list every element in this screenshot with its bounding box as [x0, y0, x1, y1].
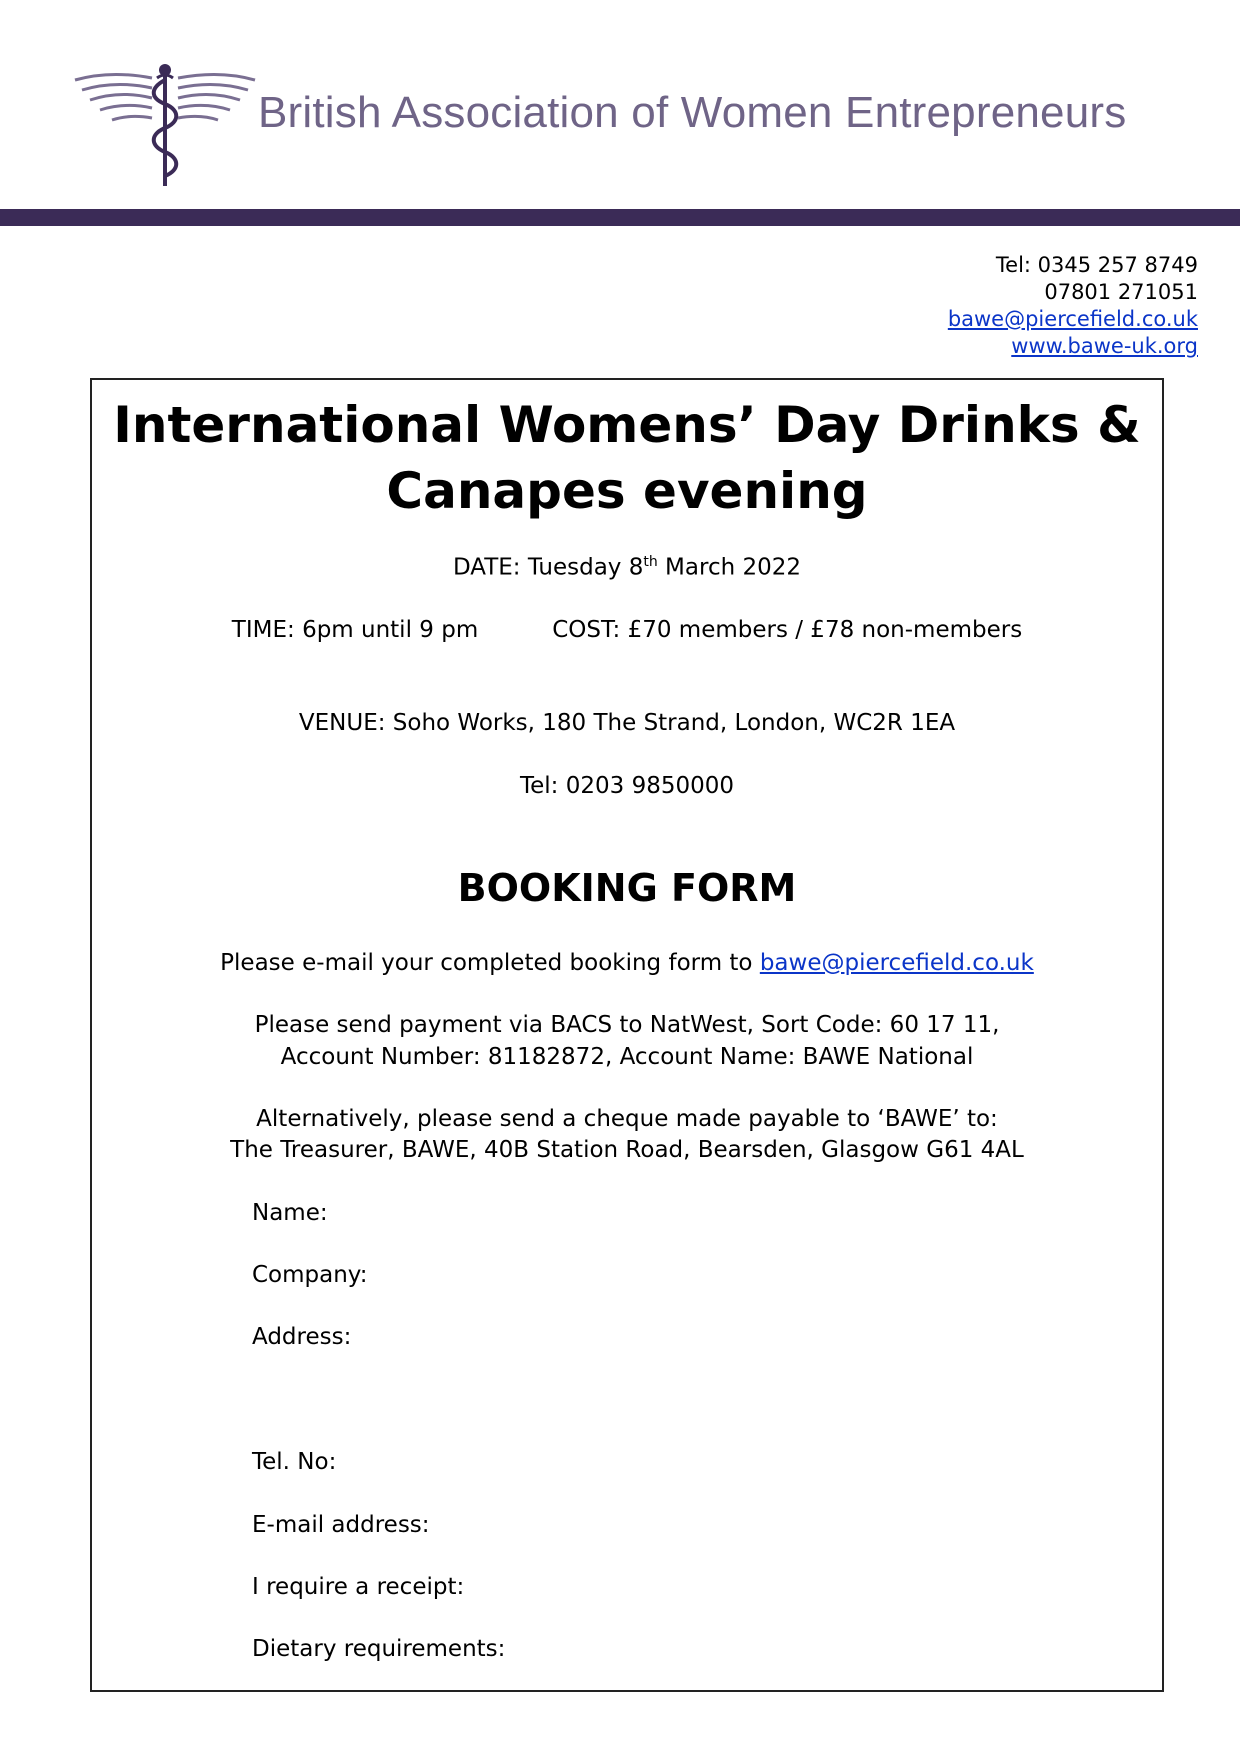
booking-email-text: Please e-mail your completed booking form to [220, 950, 760, 976]
field-tel-label: Tel. No: [252, 1449, 337, 1475]
event-venue: VENUE: Soho Works, 180 The Strand, London, WC2R 1EA [298, 710, 956, 736]
event-date-suffix: th [643, 554, 658, 570]
payment-line-1: Please send payment via BACS to NatWest, Sort Code: 60 17 11, [254, 1012, 1000, 1038]
event-time-cost [92, 617, 1162, 643]
field-name-label: Name: [252, 1200, 328, 1226]
event-time: TIME: 6pm until 9 pm [231, 617, 479, 643]
contact-mobile: 07801 271051 [1044, 280, 1198, 304]
field-email-label: E-mail address: [252, 1512, 430, 1538]
event-title-line-1: International Womens’ Day Drinks & [113, 396, 1141, 454]
event-cost: COST: £70 members / £78 non-members [552, 617, 1023, 643]
contact-website-link[interactable]: www.bawe-uk.org [1011, 334, 1198, 358]
field-receipt-label: I require a receipt: [252, 1574, 465, 1600]
payment-line-2: Account Number: 81182872, Account Name: BAWE National [280, 1044, 974, 1070]
event-date-rest: March 2022 [657, 554, 802, 581]
field-company-label: Company: [252, 1262, 368, 1288]
caduceus-logo-icon [70, 58, 260, 190]
cheque-line-1: Alternatively, please send a cheque made payable to ‘BAWE’ to: [256, 1106, 998, 1132]
booking-form-title: BOOKING FORM [457, 866, 797, 910]
contact-block [948, 252, 1198, 360]
field-address-label: Address: [252, 1324, 352, 1350]
field-dietary-label: Dietary requirements: [252, 1636, 506, 1662]
venue-tel: Tel: 0203 9850000 [519, 773, 735, 799]
organization-name: British Association of Women Entrepreneurs [258, 88, 1127, 137]
contact-email-link[interactable]: bawe@piercefield.co.uk [947, 307, 1198, 331]
contact-tel: Tel: 0345 257 8749 [995, 253, 1198, 277]
event-date [92, 554, 1162, 581]
cheque-line-2: The Treasurer, BAWE, 40B Station Road, Bearsden, Glasgow G61 4AL [230, 1137, 1024, 1163]
event-date-prefix: DATE: Tuesday 8 [452, 554, 644, 581]
event-title [92, 392, 1162, 524]
event-title-line-2: Canapes evening [386, 462, 868, 520]
header-divider-bar [0, 209, 1240, 226]
booking-email-link[interactable]: bawe@piercefield.co.uk [759, 950, 1034, 976]
booking-email-instruction [92, 950, 1162, 976]
booking-form-frame [90, 378, 1164, 1692]
